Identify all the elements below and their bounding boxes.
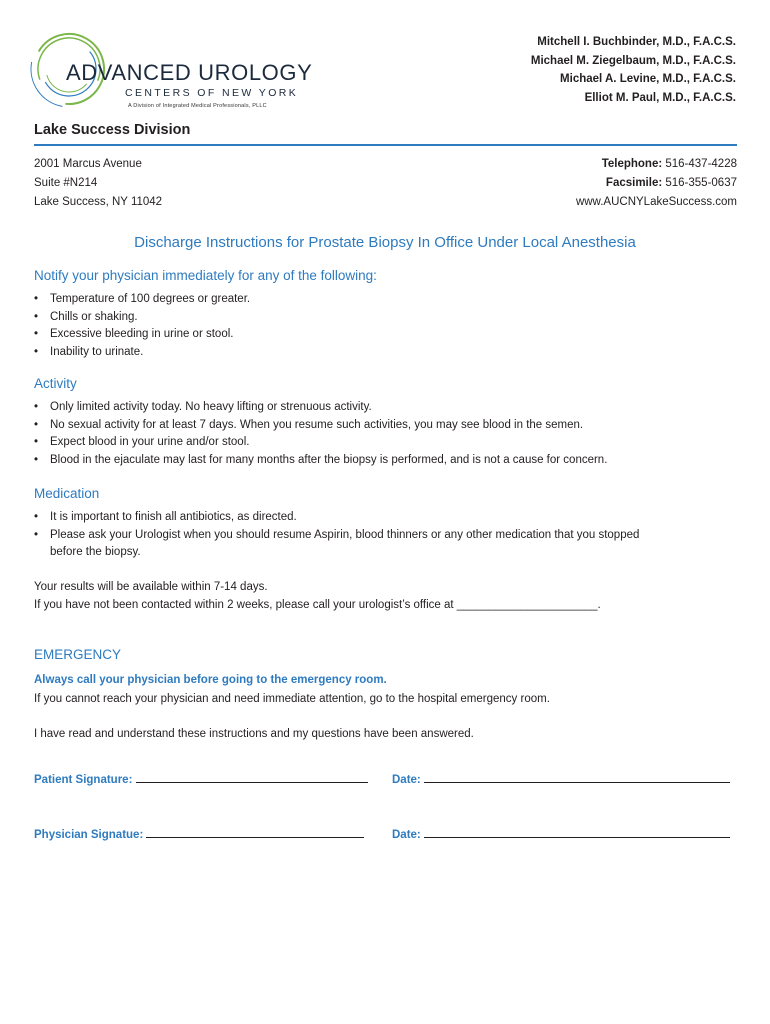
address-block	[34, 155, 162, 212]
activity-list	[34, 399, 607, 469]
list-item	[34, 527, 639, 562]
list-item: • Excessive bleeding in urine or stool.	[34, 326, 250, 344]
doctor-name: Michael M. Ziegelbaum, M.D., F.A.C.S.	[530, 54, 736, 67]
acknowledgement-text: I have read and understand these instructions and my questions have been answered.	[34, 728, 474, 740]
patient-date-field[interactable]	[392, 771, 730, 786]
list-item: • Inability to urinate.	[34, 344, 250, 362]
address-line: Lake Success, NY 11042	[34, 196, 163, 208]
date-label: Date:	[392, 774, 421, 786]
list-item: • Chills or shaking.	[34, 309, 250, 327]
telephone-value: 516-437-4228	[665, 158, 737, 170]
doctor-list	[531, 33, 736, 107]
physician-signature-field[interactable]	[34, 826, 364, 841]
logo-tagline: A Division of Integrated Medical Professionals, PLLC	[128, 103, 267, 109]
signature-line[interactable]	[146, 826, 364, 838]
patient-signature-label: Patient Signature:	[34, 774, 133, 786]
list-item: • Blood in the ejaculate may last for many months after the biopsy is performed, and is not a cause for concern.	[34, 452, 607, 470]
logo-subtitle: CENTERS OF NEW YORK	[125, 87, 299, 99]
patient-signature-field[interactable]	[34, 771, 368, 786]
results-line: If you have not been contacted within 2 weeks, please call your urologist’s office at ______________________.	[34, 599, 601, 611]
list-item: • Temperature of 100 degrees or greater.	[34, 291, 250, 309]
list-item: • Only limited activity today. No heavy lifting or strenuous activity.	[34, 399, 607, 417]
doctor-name: Mitchell I. Buchbinder, M.D., F.A.C.S.	[537, 36, 736, 48]
date-line[interactable]	[424, 771, 730, 783]
doctor-name: Michael A. Levine, M.D., F.A.C.S.	[560, 73, 736, 85]
emergency-note: Always call your physician before going to the emergency room.	[34, 674, 387, 686]
physician-date-field[interactable]	[392, 826, 730, 841]
emergency-heading: EMERGENCY	[34, 647, 122, 662]
fax-value: 516-355-0637	[665, 177, 737, 189]
date-label: Date:	[392, 829, 421, 841]
contact-block	[576, 155, 737, 212]
address-line: Suite #N214	[34, 177, 98, 189]
notify-list	[34, 291, 250, 361]
notify-heading: Notify your physician immediately for any of the following:	[34, 268, 377, 283]
signature-line[interactable]	[136, 771, 368, 783]
telephone-label: Telephone:	[601, 158, 663, 170]
document-title: Discharge Instructions for Prostate Biopsy In Office Under Local Anesthesia	[134, 234, 636, 251]
logo-title: ADVANCED UROLOGY	[66, 60, 313, 85]
results-line: Your results will be available within 7-14 days.	[34, 581, 268, 593]
fax-label: Facsimile:	[605, 177, 663, 189]
date-line[interactable]	[424, 826, 730, 838]
list-item: • Expect blood in your urine and/or stool.	[34, 434, 607, 452]
website-link[interactable]: www.AUCNYLakeSuccess.com	[575, 196, 737, 208]
medication-list	[34, 509, 639, 562]
doctor-name: Elliot M. Paul, M.D., F.A.C.S.	[584, 91, 736, 104]
divider	[34, 144, 737, 146]
list-item: • It is important to finish all antibiotics, as directed.	[34, 509, 639, 527]
emergency-text: If you cannot reach your physician and need immediate attention, go to the hospital emergency room.	[34, 693, 550, 705]
list-item: • No sexual activity for at least 7 days. When you resume such activities, you may see blood in the semen.	[34, 417, 607, 435]
medication-heading: Medication	[34, 486, 100, 501]
division-title: Lake Success Division	[34, 122, 191, 138]
address-line: 2001 Marcus Avenue	[34, 158, 142, 170]
physician-signature-label: Physician Signatue:	[34, 829, 144, 841]
activity-heading: Activity	[34, 376, 77, 391]
list-item-text: Please ask your Urologist when you should resume Aspirin, blood thinners or any other medication that you stopped	[50, 528, 640, 541]
list-item-text: before the biopsy.	[50, 546, 141, 558]
